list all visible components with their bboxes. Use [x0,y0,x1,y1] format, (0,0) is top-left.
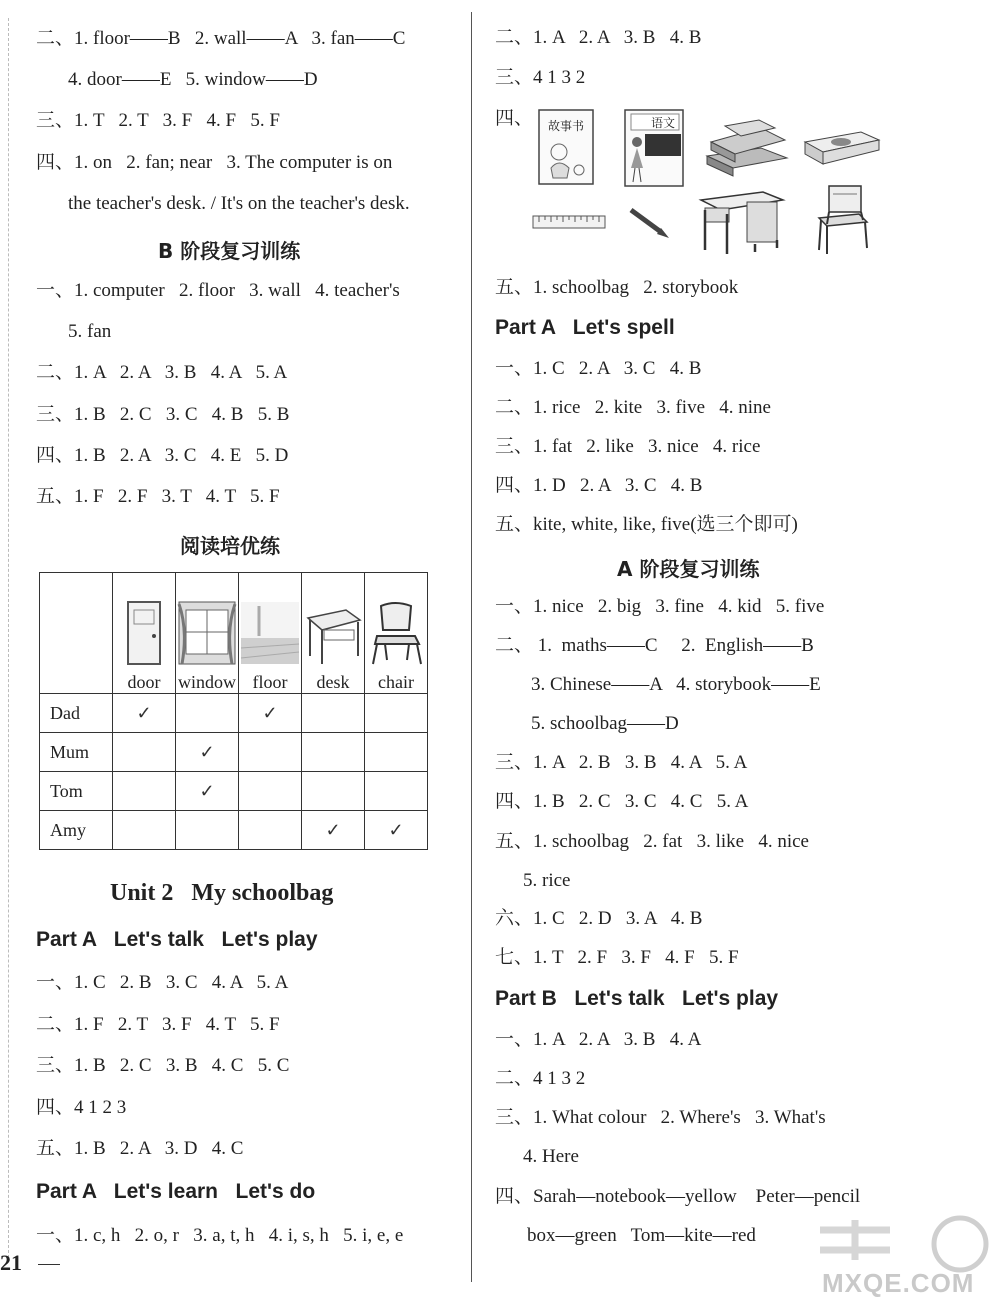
answer-line: 二、1. A 2. A 3. B 4. A 5. A [36,362,288,383]
answer-line: 五、1. schoolbag 2. storybook [495,277,739,298]
row-label: Mum [40,733,113,772]
check-cell: ✓ [113,694,176,733]
answer-line: 二、1. F 2. T 3. F 4. T 5. F [36,1014,280,1035]
check-cell [113,811,176,850]
unit-title: Unit 2 My schoolbag [110,880,334,906]
check-cell [302,694,365,733]
row-label: Dad [40,694,113,733]
table-row [40,694,428,733]
chair-icon [813,184,869,256]
answer-line: 5. fan [68,321,112,342]
answer-line: 二、 1. maths——C 2. English——B [495,635,814,656]
answer-line: 一、1. C 2. B 3. C 4. A 5. A [36,972,289,993]
chinese-book-icon [623,108,685,188]
chair-icon [365,600,427,666]
column-chair [365,573,428,694]
answer-line: 四、1. D 2. A 3. C 4. B [495,475,703,496]
answer-line: 一、1. c, h 2. o, r 3. a, t, h 4. i, s, h 5. i, e, e [36,1225,404,1246]
check-cell [365,694,428,733]
window-icon [176,600,238,666]
row-label: Tom [40,772,113,811]
page-number: 21 [0,1250,22,1275]
column-divider [471,12,472,1282]
answer-line: 四、1. B 2. A 3. C 4. E 5. D [36,445,289,466]
desk-icon [697,188,787,256]
part-heading: Part A Let's spell [495,316,675,339]
answer-line: 3. Chinese——A 4. storybook——E [531,674,821,695]
answer-line: 三、1. A 2. B 3. B 4. A 5. A [495,752,748,773]
part-heading: Part A Let's talk Let's play [36,928,318,951]
answer-line: 六、1. C 2. D 3. A 4. B [495,908,703,929]
book-title: 语文 [650,116,676,130]
column-window [176,573,239,694]
reading-table [39,572,428,850]
column-label: chair [378,672,414,692]
answer-line: 五、kite, white, like, five(选三个即可) [495,514,798,535]
answer-line: the teacher's desk. / It's on the teacher's desk. [68,193,410,214]
check-cell: ✓ [239,694,302,733]
answer-line: 五、1. F 2. F 3. T 4. T 5. F [36,486,280,507]
answer-line: 四、 [495,108,534,129]
answer-line: 三、1. B 2. C 3. B 4. C 5. C [36,1055,290,1076]
table-row [40,811,428,850]
check-cell [176,811,239,850]
column-door [113,573,176,694]
storybook-icon [537,108,597,188]
answer-line: 三、4 1 3 2 [495,67,586,88]
books-stack-icon [701,118,793,178]
check-cell: ✓ [302,811,365,850]
column-floor [239,573,302,694]
column-label: window [178,672,236,692]
answer-line: 一、1. C 2. A 3. C 4. B [495,358,702,379]
door-icon [124,600,164,666]
margin-rule [8,18,9,1258]
page-number-dash [38,1264,60,1265]
answer-line: 一、1. nice 2. big 3. fine 4. kid 5. five [495,596,825,617]
answer-line: 七、1. T 2. F 3. F 4. F 5. F [495,947,739,968]
section-heading-a: A 阶段复习训练 [617,557,760,581]
watermark-text: MXQE.COM [822,1268,975,1298]
section-heading-b: B 阶段复习训练 [158,239,301,263]
check-cell [113,733,176,772]
answer-line: 三、1. B 2. C 3. C 4. B 5. B [36,404,290,425]
answer-line: 5. rice [523,870,571,891]
column-label: desk [316,672,350,692]
part-heading: Part B Let's talk Let's play [495,987,779,1010]
pencil-box-icon [801,128,883,168]
desk-icon [302,600,364,666]
answer-line: 二、1. A 2. A 3. B 4. B [495,27,702,48]
floor-icon [239,600,301,666]
answer-line: 4. door——E 5. window——D [68,69,318,90]
table-row [40,772,428,811]
answer-line: 二、1. rice 2. kite 3. five 4. nine [495,397,771,418]
answer-line: 四、1. on 2. fan; near 3. The computer is on [36,152,393,173]
answer-line: 一、1. A 2. A 3. B 4. A [495,1029,702,1050]
answer-line: 四、4 1 2 3 [36,1097,127,1118]
section-heading-reading: 阅读培优练 [180,534,280,558]
check-cell [239,733,302,772]
answer-line: 三、1. What colour 2. Where's 3. What's [495,1107,826,1128]
check-cell [239,811,302,850]
answer-line: 4. Here [523,1146,579,1167]
check-cell: ✓ [365,811,428,850]
check-cell: ✓ [176,733,239,772]
book-title: 故事书 [547,119,585,133]
check-cell: ✓ [176,772,239,811]
check-cell [302,733,365,772]
column-label: floor [252,672,288,692]
answer-line: 一、1. computer 2. floor 3. wall 4. teacher's [36,280,400,301]
check-cell [239,772,302,811]
answer-line: 五、1. B 2. A 3. D 4. C [36,1138,244,1159]
answer-line: 三、1. T 2. T 3. F 4. F 5. F [36,110,280,131]
table-row [40,733,428,772]
pencil-icon [627,206,671,240]
row-label: Amy [40,811,113,850]
answer-line: box—green Tom—kite—red [527,1225,756,1246]
answer-line: 五、1. schoolbag 2. fat 3. like 4. nice [495,831,809,852]
check-cell [365,733,428,772]
check-cell [113,772,176,811]
part-heading: Part A Let's learn Let's do [36,1180,316,1203]
check-cell [365,772,428,811]
answer-line: 四、Sarah—notebook—yellow Peter—pencil [495,1186,861,1207]
table-corner [40,573,113,694]
check-cell [176,694,239,733]
check-cell [302,772,365,811]
answer-line: 二、4 1 3 2 [495,1068,586,1089]
answer-line: 二、1. floor——B 2. wall——A 3. fan——C [36,28,406,49]
column-desk [302,573,365,694]
ruler-icon [531,212,609,234]
answer-line: 5. schoolbag——D [531,713,679,734]
column-label: door [127,672,161,692]
answer-line: 四、1. B 2. C 3. C 4. C 5. A [495,791,749,812]
answer-line: 三、1. fat 2. like 3. nice 4. rice [495,436,761,457]
